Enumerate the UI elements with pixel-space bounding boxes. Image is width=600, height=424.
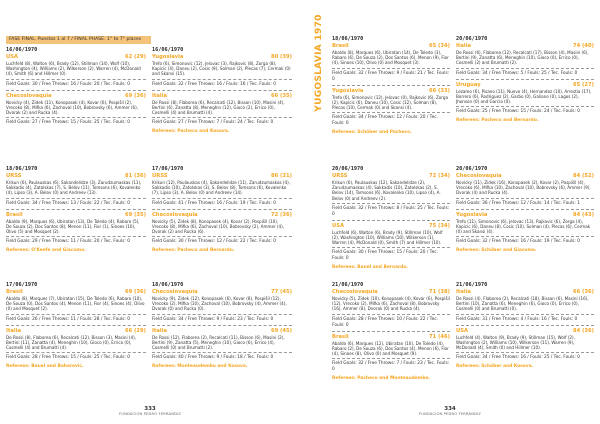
team-stats: Field Goals: 30 / Free Throws: 12 / Fouls: 22 / Tec. Fouls: 0 — [152, 239, 276, 245]
players-list: Novicky (4), Zidek (11), Konopasek (4), Kovar (6), Pospišil (2), Vrecoko (8), Mifka (6), Zachoval (10), Bobrovsky (6), Ammer (6), Dvorak (2) and Rucka (4). — [6, 99, 139, 116]
team-row — [332, 334, 450, 341]
team-row — [456, 82, 594, 89]
team-score: 81 (36) — [125, 173, 146, 179]
team-score: 77 (45) — [271, 289, 292, 295]
team-name: URSS — [332, 173, 348, 179]
publisher: FUNDACIÓN PEDRO FERRÁNDIZ — [418, 412, 481, 416]
team-score: 65 (27) — [573, 81, 594, 88]
players-list: Luchfeld (4), Walton (9), Brady (9), Stillman (15), Wolf (2), Washington (2), Williams (10), Wilkerson (11), Warren (9), McDonald (4), Smith (0) and Hillmer (10). — [456, 334, 575, 351]
team-stats: Field Goals: 36 / Free Throws: 12 / Fouls: 14 / Tec. Fouls: 1 — [456, 200, 580, 206]
team-row — [332, 173, 450, 180]
divider — [152, 79, 292, 80]
divider — [6, 209, 146, 210]
referees: Referees: O'Keefe and Giacomo. — [6, 248, 86, 254]
team-stats: Field Goals: 32 / Free Throws: 9 / Fouls: 21 / Tec. Fouls: 0 — [332, 70, 450, 82]
divider — [456, 209, 594, 210]
team-score: 66 (29) — [125, 327, 146, 334]
team-row — [152, 212, 292, 219]
divider — [456, 314, 594, 315]
players-list: Trefo (6), Simonovic (12), Jelovac (0), Rajkovic (6), Zorga (2), Kapicic (6), Daneu (10), Cosic (12), Solman (8), Plecas (10), Cermak (0) and Skansi (4). — [332, 94, 449, 111]
game-block — [456, 166, 594, 253]
game-date: 20/06/1970 — [456, 166, 488, 172]
team-name: USA — [332, 222, 344, 229]
page-footer — [0, 406, 300, 416]
divider — [456, 236, 594, 237]
divider — [456, 79, 594, 80]
referees: Referees: Schöber and Kosova. — [456, 364, 534, 370]
team-score: 72 (36) — [271, 211, 292, 218]
team-stats: Field Goals: 32 / Free Throws: 8 / Fouls: 25 / Tec. Fouls: 0 — [332, 205, 450, 217]
game-block — [332, 36, 450, 135]
team-name: Checoslovaquia — [152, 211, 198, 218]
team-score: 84 (36) — [573, 327, 594, 334]
divider — [6, 236, 146, 237]
team-stats: Field Goals: 30 / Free Throws: 16 / Fouls: 20 / Tec. Fouls: 0 — [6, 81, 130, 87]
team-name: URSS — [152, 173, 168, 179]
team-score: 62 (29) — [125, 54, 146, 60]
divider — [332, 112, 450, 113]
divider — [152, 209, 292, 210]
team-name: Yugoslavia — [456, 211, 488, 218]
divider — [152, 198, 292, 199]
divider — [152, 117, 292, 118]
team-stats: Field Goals: 28 / Free Throws: 10 / Fouls: 22 / Tec. Fouls: 0 — [332, 316, 438, 328]
team-stats: Field Goals: 34 / Free Throws: 5 / Fouls: 25 / Tec. Fouls: 0 — [456, 70, 578, 76]
team-name: USA — [6, 54, 18, 60]
divider — [332, 203, 450, 204]
team-name: Italia — [152, 327, 167, 334]
team-row — [152, 54, 292, 61]
referees: Referees: Schöber and Giacomo. — [456, 248, 537, 254]
team-name: Brasil — [6, 289, 23, 295]
team-row — [332, 223, 450, 230]
players-list: Lezamo (6), Pisano (11), Nuevo (4), Hernandez (10), Arrestia (17), Borrero (6), Rodriguez (2), Garbo (0), Galiano (0), Lagos (2), Jhonson (0) and Garcia (0). — [456, 88, 592, 105]
team-stats: Field Goals: 25 / Free Throws: 15 / Fouls: 24 / Tec. Fouls: 0 — [456, 109, 580, 115]
players-list: Abaldo (8), Marques (6), Ubiratan (14), De Toledo (3), Rabaro (6), De Souza (2), Dos Santos (6), Menon (9), Fior (4), Sinoes (10), Olivo (0) and Mosquet (3). — [332, 50, 449, 66]
divider — [6, 79, 146, 80]
divider — [332, 247, 450, 248]
game-block — [332, 166, 450, 270]
vertical-title-text: YUGOSLAVIA 1970 — [314, 14, 324, 112]
team-name: Yugoslavia — [332, 87, 364, 94]
team-stats: Field Goals: 29 / Free Throws: 11 / Fouls: 20 / Tec. Fouls: 0 — [6, 239, 130, 245]
team-name: Yugoslavia — [152, 54, 184, 60]
divider — [6, 314, 146, 315]
players-list: Novicky (5), Zidek (8), Konopasek (4), Kovar (2), Pospišil (10), Vrecoko (8), Mifka (6), Zachoval (10), Bobrovsky (2), Ammer (4), Dvorak (2) and Rucka (6). — [152, 218, 285, 235]
divider — [332, 331, 450, 332]
game-block — [456, 36, 594, 123]
team-row — [152, 173, 292, 180]
players-list: Abaldo (6), Marques (12), Ubiratan (10), De Toledo (4), Rabaro (2), De Souza (6), Dos Santos (4), Menon (6), Fior (4), Sinoes (8), Olivo (0) and Mosquet (9). — [332, 340, 449, 357]
players-list: Novicky (5), Zidek (10), Konopasek (4), Kovar (6), Pospišil (12), Vrecoko (2), Mifka (6), Zachoval (8), Bobrovsky (16), Ammer (8), Dvorak (0) and Rucka (4). — [332, 296, 450, 312]
team-score: 69 (35) — [125, 211, 146, 218]
team-stats: Field Goals: 34 / Free Throws: 9 / Fouls: 23 / Tec. Fouls: 0 — [152, 316, 274, 322]
players-list: Abaldo (9), Marques (6), Ubiratan (13), De Toledo (4), Rabaro (5), De Souza (2), Dos Santos (8), Menon (11), Fior (1), Sinoes (10), Olivo (5) and Mosquet (2). — [6, 218, 140, 235]
publisher: FUNDACIÓN PEDRO FERRÁNDIZ — [118, 412, 181, 416]
left-column — [332, 166, 450, 270]
game-date: 20/06/1970 — [332, 166, 364, 172]
team-stats: Field Goals: 40 / Free Throws: 9 / Fouls: 18 / Tec. Fouls: 0 — [152, 355, 274, 361]
team-name: USA — [456, 327, 468, 334]
team-score: 71 (38) — [429, 289, 450, 295]
team-stats: Field Goals: 28 / Free Throws: 15 / Fouls: 25 / Tec. Fouls: 0 — [6, 355, 130, 361]
game-date: 18/06/1970 — [152, 282, 184, 288]
players-list: De Rossi (4), Flaborea (2), Recalcati (18), Bisson (6), Masini (16), Bertini (10), Zanatta (6), Meneghin (6), Gioco (0), Errico (0), Cosmelli (0) and Brumatti (0). — [456, 296, 589, 312]
team-row — [456, 328, 594, 335]
team-stats: Field Goals: 32 / Free Throws: 16 / Fouls: 16 / Tec. Fouls: 0 — [152, 81, 276, 87]
game-block — [152, 47, 292, 134]
team-stats: Field Goals: 32 / Free Throws: 16 / Fouls: 19 / Tec. Fouls: 0 — [456, 239, 580, 245]
phase-banner: FASE FINAL. Puestos 1 al 7 / FINAL PHASE. 1° to 7° places — [6, 36, 151, 44]
right-column — [456, 282, 594, 369]
team-row — [6, 212, 146, 219]
players-list: Abaldo (8), Marques (7), Ubiratan (15), De Toledo (6), Rabaro (10), De Souza (0), Dos Santos (4), Menon (11), Fior (4), Sinoes (4), Olivo (0) and Mosquet (2). — [6, 296, 145, 312]
team-row — [152, 328, 292, 335]
team-row — [332, 88, 450, 95]
divider — [456, 68, 594, 69]
team-name: Uruguay — [456, 81, 481, 88]
right-column — [456, 166, 594, 253]
referees: Referees: Pacheco and Bernardo. — [456, 118, 539, 124]
game-date: 20/06/1970 — [456, 36, 488, 42]
players-list: Novicky (9), Zidek (12), Konopasek (6), Kovar (8), Pospišil (12), Vrecoko (2), Mifka (10), Zachoval (10), Bobrovsky (4), Ammer (4), Dvorak (0) and Rucka (0). — [152, 296, 287, 312]
players-list: Novicky (11), Zidek (16), Konopasek (2), Kovar (2), Pospišil (4), Vrecoko (6), Mifka (10), Zachoval (10), Bobrovsky (6), Ammer (9), Dvorak (4) and Rucka (4). — [456, 180, 591, 196]
team-stats: Field Goals: 41 / Free Throws: 16 / Fouls: 19 / Tec. Fouls: 0 — [152, 200, 276, 206]
divider — [456, 325, 594, 326]
game-date: 21/06/1970 — [456, 282, 488, 288]
right-page — [300, 0, 600, 424]
team-row — [152, 93, 292, 100]
right-column — [152, 166, 292, 253]
team-row — [6, 93, 146, 100]
team-row — [6, 328, 146, 335]
players-list: Luchfeld (8), Walton (6), Brady (12), Stillman (14), Wolf (10), Washington (4), Williams (2), Wilkerson (2), Warren (4), McDonald (4), Smith (6) and Hillmer (0). — [6, 61, 141, 77]
team-name: Italia — [6, 327, 21, 334]
team-row — [6, 289, 146, 296]
divider — [152, 352, 292, 353]
divider — [6, 198, 146, 199]
players-list: Trefo (6), Simonovic (12), Jelovac (3), Rajkovic (8), Zorga (8), Kapicic (4), Daneu (2), Cosic (9), Solman (2), Plecas (7), Cermak (0) and Skansi (15). — [152, 61, 291, 77]
team-stats: Field Goals: 31 / Free Throws: 4 / Fouls: 16 / Tec. Fouls: 0 — [456, 316, 578, 322]
right-column — [152, 282, 292, 369]
team-row — [456, 173, 594, 180]
divider — [332, 85, 450, 86]
divider — [332, 314, 450, 315]
game-date: 18/06/1970 — [6, 166, 38, 172]
left-column — [332, 36, 450, 135]
page-number: 333 — [144, 406, 156, 412]
divider — [332, 358, 450, 359]
game-block — [6, 47, 146, 126]
team-stats: Field Goals: 34 / Free Throws: 13 / Fouls: 22 / Tec. Fouls: 0 — [6, 200, 130, 206]
players-list: Krikun (6), Paulauskas (6), Sakandelidze (3), Zarudzumaskas (11), Sakkadis (4), Zatolskas (7), S. Belov (11), Tomsons (6), Kovalenko (4), Lipso (3), A. Belov (0) and Andreev (13). — [6, 180, 142, 196]
game-block — [152, 166, 292, 253]
game-block — [332, 282, 450, 381]
team-score: 66 (35) — [271, 92, 292, 99]
team-name: Brasil — [6, 211, 23, 218]
right-column — [456, 36, 594, 123]
team-score: 66 (36) — [573, 289, 594, 295]
referees: Referees: Pacheco and Monteaudembo. — [332, 376, 431, 382]
team-score: 66 (33) — [429, 87, 450, 94]
page-number: 334 — [444, 406, 456, 412]
team-name: Brasil — [332, 333, 349, 340]
game-block — [456, 282, 594, 369]
referees: Referees: Bauel and Baharevic. — [6, 364, 84, 370]
team-stats: Field Goals: 26 / Free Throws: 11 / Fouls: 28 / Tec. Fouls: 0 — [6, 316, 130, 322]
players-list: Krikun (12), Paulauskas (4), Sakandelidze (11), Zarudzumaskas (4), Sakkadis (10), Zatolskas (3), S. Belov (8), Tomsons (6), Kovalenko (7), Lipso (3), A. Belov (0) and Andreev (14). — [152, 180, 291, 196]
team-name: Checoslovaquia — [152, 289, 198, 295]
team-score: 84 (43) — [573, 211, 594, 218]
team-name: URSS — [6, 173, 22, 179]
divider — [152, 314, 292, 315]
referees: Referees: Monteaudembo and Kosova. — [152, 364, 248, 370]
team-score: 69 (45) — [271, 327, 292, 334]
team-row — [6, 173, 146, 180]
team-row — [456, 43, 594, 50]
team-stats: Field Goals: 34 / Free Throws: 16 / Fouls: 25 / Tec. Fouls: 0 — [456, 355, 580, 361]
team-stats: Field Goals: 32 / Free Throws: 7 / Fouls: 23 / Tec. Fouls: 0 — [332, 361, 450, 373]
players-list: De Rossi (8), Flaborea (6), Recalcati (12), Bisson (3), Masini (4), Bertini (11), Zanatta (4), Meneghin (10), Gioco (0), Errico (0), Cosmelli (4) and Brumatti (4). — [6, 334, 137, 351]
divider — [456, 352, 594, 353]
game-block — [152, 282, 292, 369]
team-stats: Field Goals: 34 / Free Throws: 12 / Fouls: 20 / Tec. Fouls: 0 — [332, 115, 438, 127]
players-list: De Rossi (8), Flaborea (6), Recalcati (12), Bisson (10), Masini (4), Bertini (6), Zanatta (8), Meneghin (12), Gioco (2), Errico (0), Cosmelli (4) and Brumatti (4). — [152, 99, 285, 116]
game-date: 17/06/1970 — [6, 282, 38, 288]
players-list: Luchfeld (6), Walton (6), Brady (9), Stillman (10), Wolf (2), Washington (10), Williams (10), Wilkerson (1), Warren (4), McDonald (0), Smith (7) and Hillmer (10). — [332, 229, 443, 246]
referees: Referees: Pacheco and Bernardo. — [152, 248, 235, 254]
divider — [332, 68, 450, 69]
right-column — [152, 47, 292, 134]
team-score: 65 (34) — [429, 43, 450, 49]
left-column — [6, 282, 146, 369]
game-block — [6, 166, 146, 253]
divider — [6, 90, 146, 91]
team-name: Italia — [456, 43, 471, 49]
left-column — [6, 47, 146, 126]
players-list: Krikun (6), Paulauskas (12), Sakandelidze (2), Zarudzumaskas (4), Sakkadis (10), Zatolskas (2), S. Belov (14), Tomsons (6), Kovalenko (10), Lipso (4), A. Belov (0) and Andreev (2). — [332, 180, 441, 201]
page-footer — [300, 406, 600, 416]
team-stats: Field Goals: 27 / Free Throws: 7 / Fouls: 24 / Tec. Fouls: 0 — [152, 120, 274, 126]
team-score: 69 (36) — [125, 92, 146, 99]
players-list: De Rossi (12), Flaborea (2), Recalcati (11), Bisson (6), Masini (2), Bertini (9), Zanatta (5), Meneghin (10), Gioco (6), Errico (4), Cosmelli (0) and Brumatti (2). — [152, 334, 285, 351]
left-column — [332, 282, 450, 381]
team-row — [332, 289, 450, 296]
team-score: 74 (40) — [573, 43, 594, 49]
team-row — [456, 212, 594, 219]
divider — [332, 220, 450, 221]
referees: Referees: Banel and Bernardo. — [332, 265, 409, 271]
team-score: 80 (39) — [271, 54, 292, 60]
divider — [6, 352, 146, 353]
players-list: Trefo (11), Simonovic (6), Jelovac (13), Rajkovic (6), Zorga (4), Kapicic (6), Daneu (8), Cosic (10), Solman (4), Plecas (6), Cermak (0) and Skansi (4). — [456, 218, 591, 235]
vertical-title — [312, 14, 326, 112]
left-column — [6, 166, 146, 253]
team-row — [456, 289, 594, 296]
game-date: 16/06/1970 — [6, 47, 38, 53]
team-name: Checoslovaquia — [6, 92, 52, 99]
team-score: 69 (36) — [125, 289, 146, 295]
team-name: Brasil — [332, 43, 349, 49]
team-score: 72 (34) — [429, 173, 450, 179]
team-score: 71 (46) — [429, 333, 450, 340]
team-row — [152, 289, 292, 296]
team-score: 84 (52) — [573, 173, 594, 179]
team-name: Italia — [152, 92, 167, 99]
divider — [6, 325, 146, 326]
divider — [456, 106, 594, 107]
team-name: Checoslovaquia — [456, 173, 502, 179]
team-score: 75 (34) — [429, 222, 450, 229]
players-list: De Rossi (6), Flaborea (12), Recalcati (17), Bisson (4), Masini (6), Bertini (9), Zanatta (6), Meneghin (10), Gioco (0), Errico (0), Cosmelli (2) and Brumatti (2). — [456, 50, 589, 66]
divider — [456, 198, 594, 199]
divider — [152, 325, 292, 326]
game-date: 17/06/1970 — [152, 166, 184, 172]
team-name: Checoslovaquia — [332, 289, 378, 295]
referees: Referees: Pacheco and Kosova. — [152, 129, 230, 135]
team-name: Italia — [456, 289, 471, 295]
game-block — [6, 282, 146, 369]
team-row — [6, 54, 146, 61]
team-row — [332, 43, 450, 50]
team-stats: Field Goals: 27 / Free Throws: 15 / Fouls: 25 / Tec. Fouls: 0 — [6, 120, 130, 126]
referees: Referees: Schöber and Pacheco. — [332, 130, 412, 136]
divider — [6, 117, 146, 118]
team-score: 86 (31) — [271, 173, 292, 179]
team-stats: Field Goals: 30 / Free Throws: 15 / Fouls: 20 / Tec. Fouls: 0 — [332, 250, 438, 262]
game-date: 16/06/1970 — [152, 47, 184, 53]
divider — [152, 90, 292, 91]
game-date: 18/06/1970 — [332, 36, 364, 42]
game-date: 21/06/1970 — [332, 282, 364, 288]
divider — [152, 236, 292, 237]
